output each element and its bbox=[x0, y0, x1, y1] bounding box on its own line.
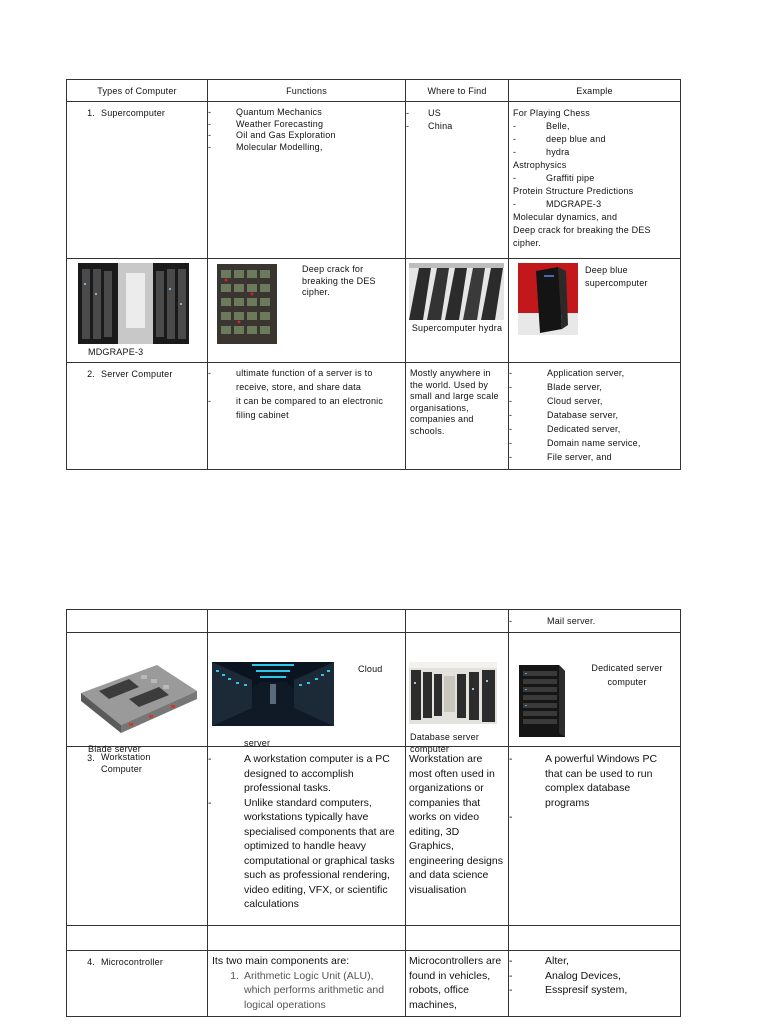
where-text: Mostly anywhere in the world. Used by small and large scale organisations, companies and schools. bbox=[410, 368, 499, 436]
functions-list bbox=[208, 102, 405, 153]
mdgrape-image bbox=[78, 263, 189, 344]
list-item: - A powerful Windows PC that can be used to run complex database programs bbox=[509, 752, 670, 810]
type-label: Supercomputer bbox=[101, 108, 166, 118]
header-example: Example bbox=[509, 80, 681, 102]
functions-number: 1. bbox=[230, 969, 239, 982]
hydra-image bbox=[409, 263, 504, 320]
list-item: - Molecular Modelling, bbox=[208, 142, 405, 154]
computer-types-table-1 bbox=[66, 79, 681, 470]
microcontroller-row bbox=[67, 951, 681, 1017]
list-item: - it can be compared to an electronic filing cabinet bbox=[208, 394, 397, 422]
functions-item: Arithmetic Logic Unit (ALU), which performs arithmetic and logical operations bbox=[244, 969, 385, 1011]
list-item: - deep blue and bbox=[513, 133, 676, 146]
list-item: - hydra bbox=[513, 146, 676, 159]
example-chess-heading: For Playing Chess bbox=[513, 108, 590, 118]
list-item: - Esspresif system, bbox=[509, 983, 680, 998]
continuation-row bbox=[67, 610, 681, 633]
where-list bbox=[406, 102, 508, 132]
list-item: - Belle, bbox=[513, 120, 676, 133]
list-item: - File server, and bbox=[509, 450, 680, 464]
functions-intro: Its two main components are: bbox=[212, 955, 350, 967]
supercomputer-images-row bbox=[67, 259, 681, 363]
type-number: 4. bbox=[87, 957, 95, 967]
list-item: - Database server, bbox=[509, 408, 680, 422]
list-item: - US bbox=[406, 107, 508, 120]
blade-server-image bbox=[79, 663, 199, 735]
functions-list bbox=[208, 747, 405, 912]
list-item: - MDGRAPE-3 bbox=[513, 198, 676, 211]
example-tail-2: Deep crack for breaking the DES cipher. bbox=[513, 225, 651, 248]
deep-crack-image bbox=[217, 264, 277, 344]
header-where: Where to Find bbox=[406, 80, 509, 102]
type-number: 3. bbox=[87, 753, 95, 763]
hydra-caption: Supercomputer hydra bbox=[411, 323, 503, 333]
microcontroller-examples-list bbox=[509, 951, 680, 998]
type-number: 1. bbox=[87, 108, 95, 118]
example-astro-heading: Astrophysics bbox=[513, 160, 567, 170]
list-item: - ultimate function of a server is to receive, store, and share data bbox=[208, 366, 397, 394]
list-item: - Oil and Gas Exploration bbox=[208, 130, 405, 142]
header-types: Types of Computer bbox=[67, 80, 208, 102]
server-images-row bbox=[67, 633, 681, 747]
workstation-examples-list bbox=[509, 747, 680, 810]
list-item: - Domain name service, bbox=[509, 436, 680, 450]
dedicated-caption: Dedicated server computer bbox=[591, 663, 663, 687]
cloud-server-image bbox=[212, 662, 334, 726]
header-functions: Functions bbox=[208, 80, 406, 102]
deep-blue-caption: Deep blue supercomputer bbox=[585, 265, 648, 288]
list-item: - Blade server, bbox=[509, 380, 680, 394]
astro-list bbox=[513, 172, 676, 185]
server-examples-list bbox=[509, 363, 680, 464]
mail-list bbox=[509, 615, 680, 627]
where-text: Workstation are most often used in organizations or companies that works on video editing, 3D Graphics, engineering designs and data science visualisation bbox=[409, 753, 503, 896]
database-server-image bbox=[409, 662, 497, 724]
server-row bbox=[67, 363, 681, 470]
list-item: - Dedicated server, bbox=[509, 422, 680, 436]
list-item: - China bbox=[406, 120, 508, 133]
type-label: Microcontroller bbox=[101, 957, 164, 967]
computer-types-table-2 bbox=[66, 609, 681, 1017]
functions-list bbox=[208, 363, 405, 422]
blade-caption: Blade server bbox=[88, 744, 141, 754]
chess-list bbox=[513, 120, 676, 159]
list-item: - Mail server. bbox=[509, 615, 680, 627]
list-item: - Quantum Mechanics bbox=[208, 107, 405, 119]
dedicated-server-image bbox=[513, 663, 568, 740]
database-caption: Database server computer bbox=[410, 732, 480, 754]
spacer-row bbox=[67, 926, 681, 951]
example-tail-1: Molecular dynamics, and bbox=[513, 212, 618, 222]
workstation-row bbox=[67, 747, 681, 926]
list-item: - Weather Forecasting bbox=[208, 119, 405, 131]
protein-list bbox=[513, 198, 676, 211]
type-number: 2. bbox=[87, 369, 95, 379]
type-label: Server Computer bbox=[101, 369, 173, 379]
deep-blue-image bbox=[518, 263, 578, 335]
list-item: - Cloud server, bbox=[509, 394, 680, 408]
list-item: - Unlike standard computers, workstations typically have specialised components that are optimized to handle heavy computational or graphical tasks such as professional rendering, video editing, VFX, or scientific calculations bbox=[208, 796, 395, 912]
list-item: - Application server, bbox=[509, 366, 680, 380]
type-label: Workstation Computer bbox=[101, 752, 151, 774]
mdgrape-caption: MDGRAPE-3 bbox=[88, 347, 144, 357]
header-row bbox=[67, 80, 681, 102]
example-protein-heading: Protein Structure Predictions bbox=[513, 186, 634, 196]
supercomputer-row bbox=[67, 102, 681, 259]
list-item: - Alter, bbox=[509, 954, 680, 969]
deep-crack-caption: Deep crack for breaking the DES cipher. bbox=[302, 264, 376, 297]
list-item: - A workstation computer is a PC designed to accomplish professional tasks. bbox=[208, 752, 395, 796]
cloud-caption-top: Cloud bbox=[358, 664, 383, 674]
where-text: Microcontrollers are found in vehicles, robots, office machines, bbox=[409, 955, 502, 1011]
list-item: - Graffiti pipe bbox=[513, 172, 676, 185]
list-item: - Analog Devices, bbox=[509, 969, 680, 984]
cloud-caption-bottom: server bbox=[244, 738, 271, 748]
